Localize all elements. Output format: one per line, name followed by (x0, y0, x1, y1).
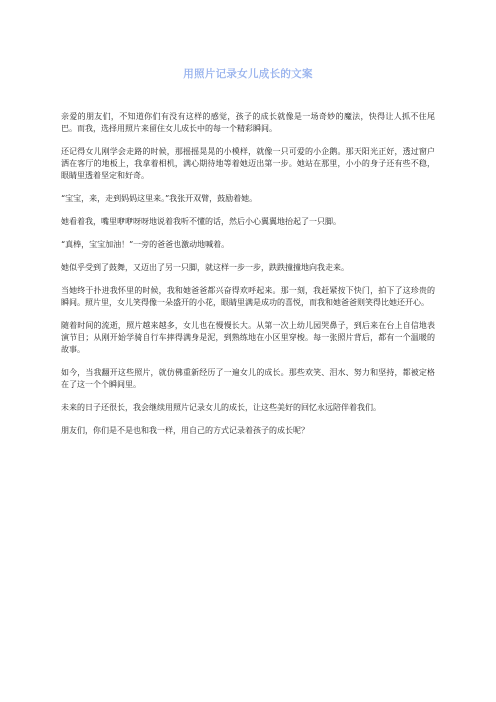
paragraph-first-steps: 还记得女儿刚学会走路的时候，那摇摇晃晃的小模样，就像一只可爱的小企鹅。那天阳光正好，透过窗户洒在客厅的地板上，我拿着相机，满心期待地等着她迈出第一步。她站在那里，小小的身子还有些不稳，眼睛里透着坚定和好奇。 (61, 147, 435, 180)
document-body (61, 111, 435, 448)
paragraph-photo-moment: 当她终于扑进我怀里的时候，我和她爸爸都兴奋得欢呼起来。那一刻，我赶紧按下快门，拍下了这珍贵的瞬间。照片里，女儿笑得像一朵盛开的小花，眼睛里满是成功的喜悦，而我和她爸爸则笑得比她还开心。 (61, 286, 435, 307)
paragraph-dad-cheer: “真棒，宝宝加油！”一旁的爸爸也激动地喊着。 (61, 240, 230, 249)
paragraph-closing-question: 朋友们，你们是不是也和我一样，用自己的方式记录着孩子的成长呢？ (61, 426, 309, 435)
paragraph-intro: 亲爱的朋友们，不知道你们有没有这样的感觉，孩子的成长就像是一场奇妙的魔法，快得让人抓不住尾巴。而我，选择用照片来留住女儿成长中的每一个精彩瞬间。 (61, 112, 435, 133)
paragraph-looking-back: 如今，当我翻开这些照片，就仿佛重新经历了一遍女儿的成长。那些欢笑、泪水、努力和坚持，都被定格在了这一个个瞬间里。 (61, 368, 435, 389)
paragraph-walking: 她似乎受到了鼓舞，又迈出了另一只脚，就这样一步一步，跌跌撞撞地向我走来。 (61, 263, 349, 272)
paragraph-lift-foot: 她看着我，嘴里咿咿呀呀地说着我听不懂的话，然后小心翼翼地抬起了一只脚。 (61, 217, 341, 226)
paragraph-growing-up: 随着时间的流逝，照片越来越多，女儿也在慢慢长大。从第一次上幼儿园哭鼻子，到后来在台上自信地表演节目；从刚开始学骑自行车摔得满身是泥，到熟练地在小区里穿梭。每一张照片背后，都有一个温暖的故事。 (61, 321, 435, 354)
paragraph-future: 未来的日子还很长，我会继续用照片记录女儿的成长，让这些美好的回忆永远陪伴着我们。 (61, 403, 381, 412)
document-title: 用照片记录女儿成长的文案 (183, 68, 313, 80)
paragraph-mom-call: “宝宝，来，走到妈妈这里来。”我张开双臂，鼓励着她。 (61, 194, 258, 203)
